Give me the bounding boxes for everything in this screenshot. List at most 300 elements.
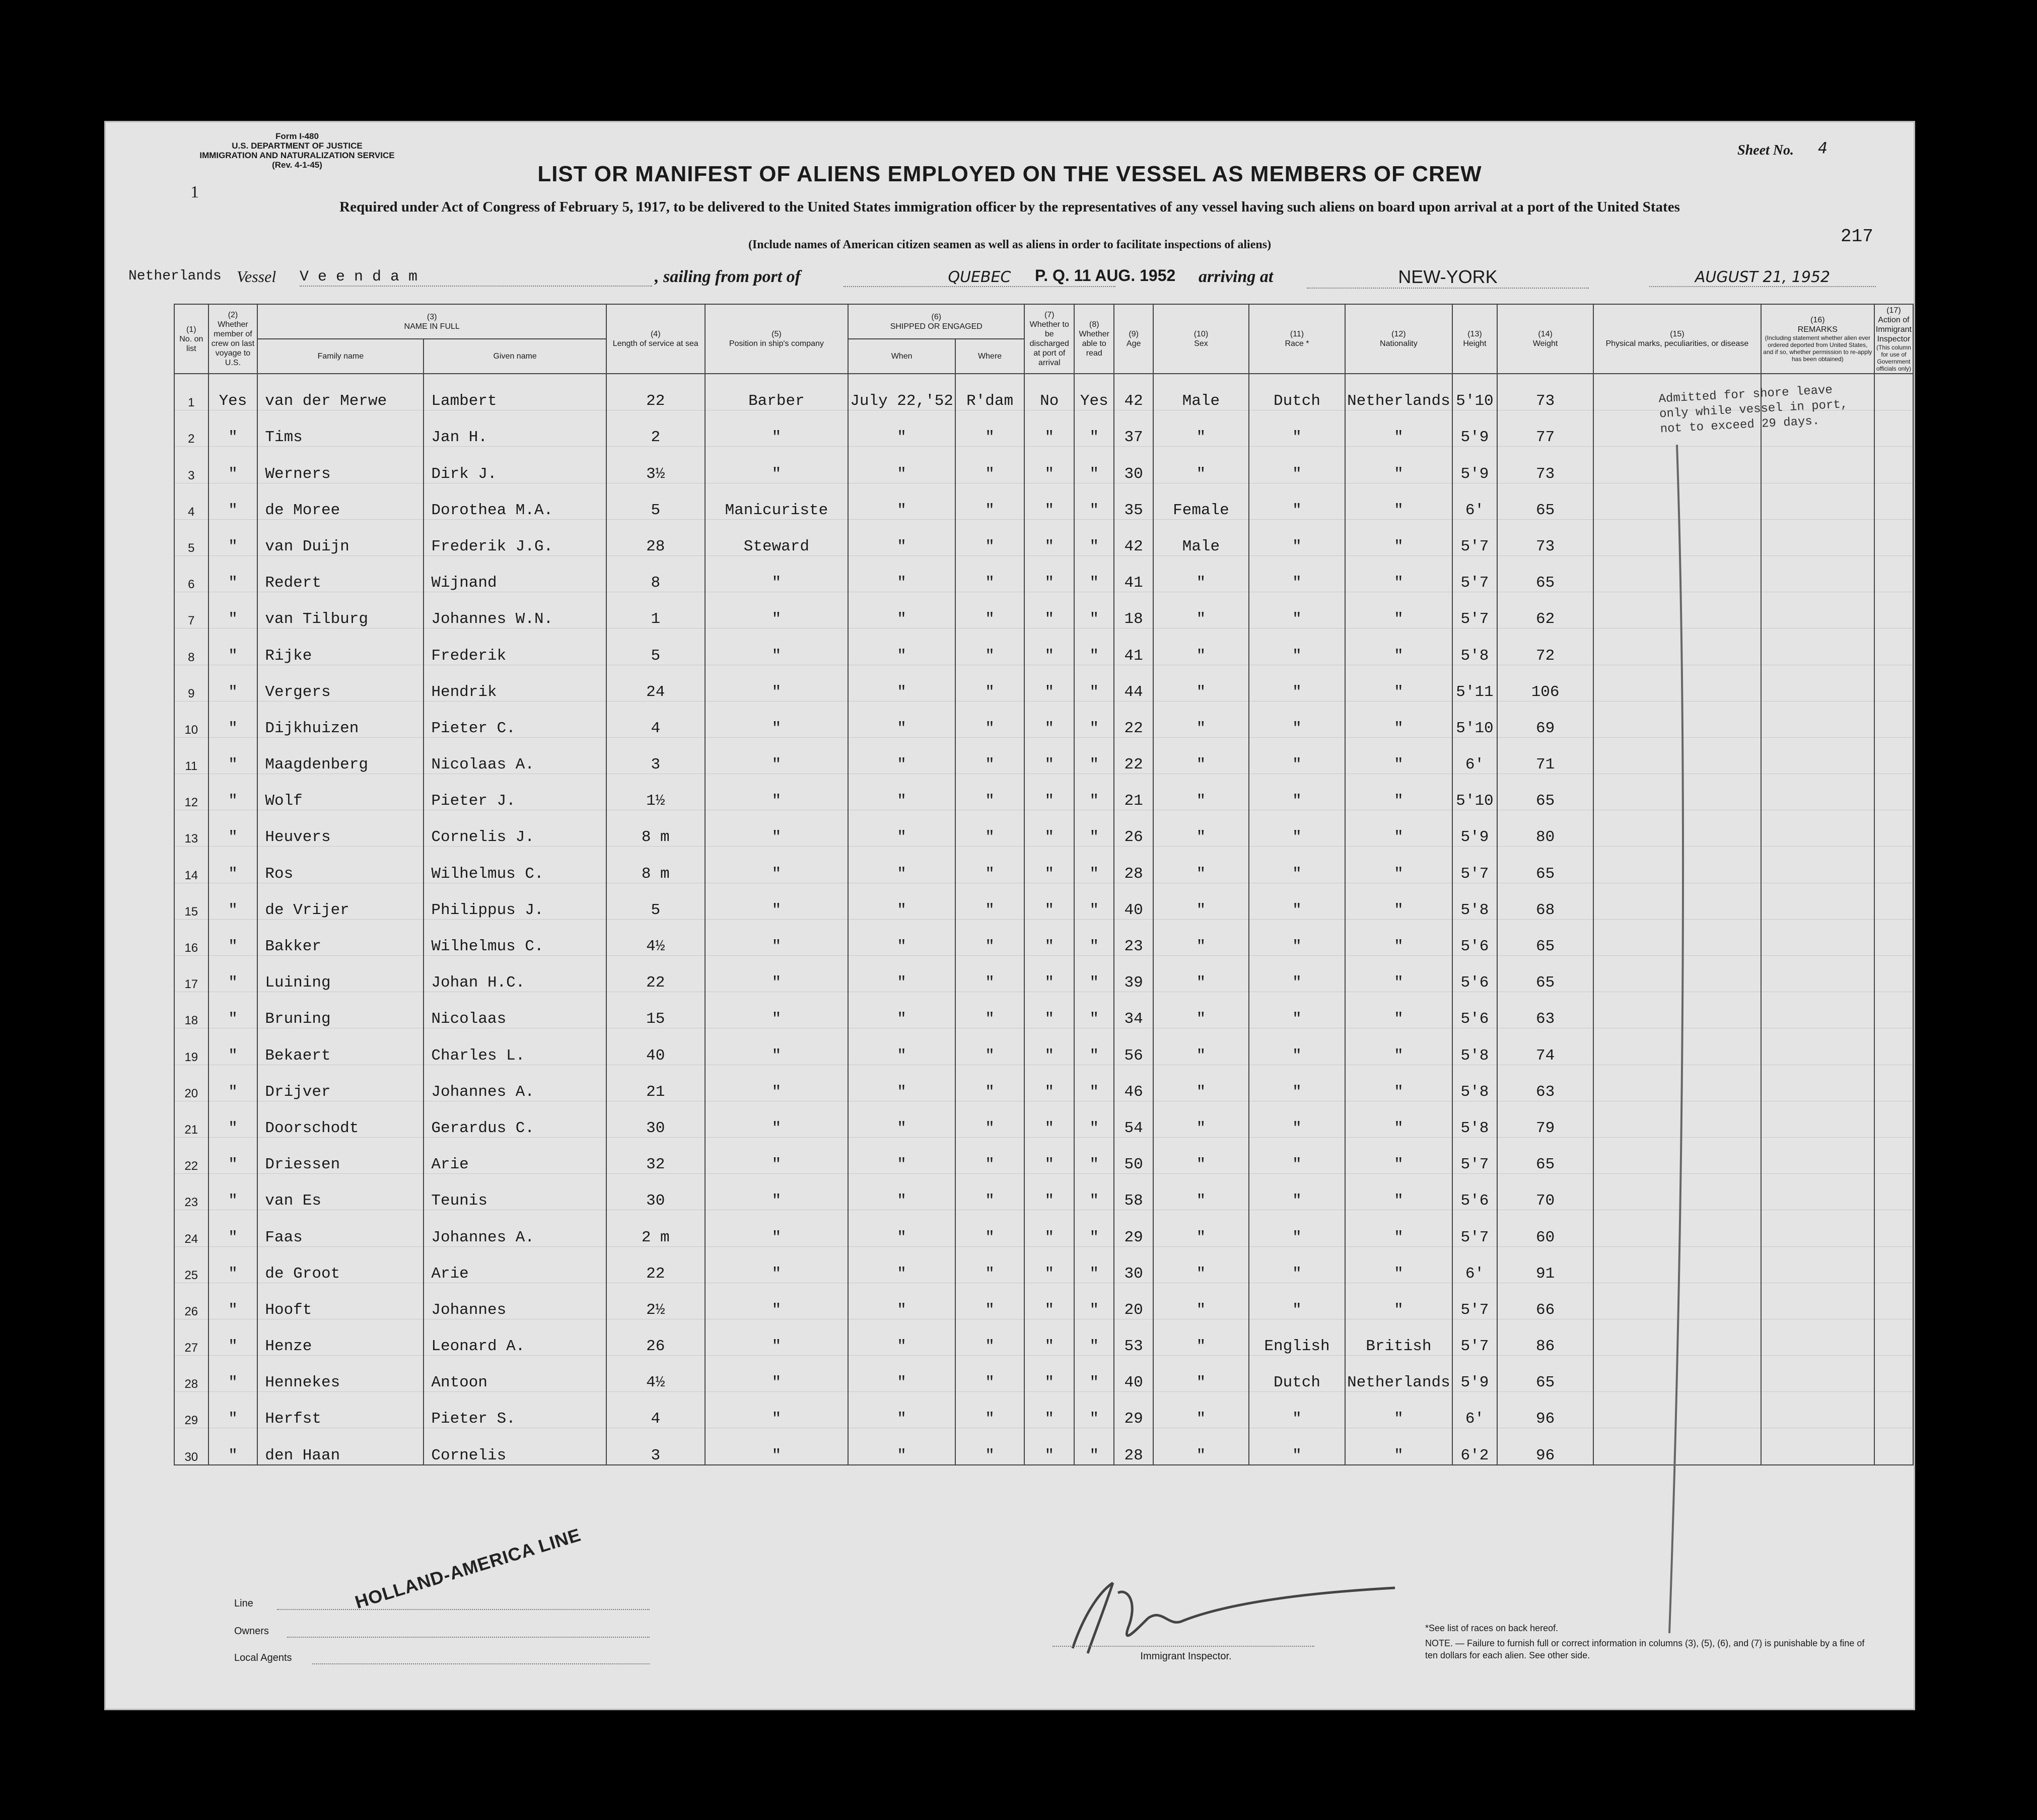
cell-position: ": [705, 737, 849, 774]
cell-given-name: Antoon: [424, 1356, 606, 1392]
cell-able-to-read: ": [1074, 483, 1114, 519]
cell-sex: ": [1153, 883, 1249, 919]
cell-able-to-read: ": [1074, 1101, 1114, 1137]
cell-service-length: 2½: [606, 1283, 705, 1319]
cell-remarks: [1761, 555, 1874, 592]
cell-given-name: Dirk J.: [424, 447, 606, 483]
cell-height: 5'6: [1452, 1174, 1497, 1210]
cell-shipped-when: ": [848, 847, 955, 883]
cell-sex: ": [1153, 810, 1249, 847]
footer-owners-field: [287, 1637, 650, 1638]
cell-nationality: ": [1345, 1428, 1452, 1465]
table-row: [174, 1137, 1913, 1173]
cell-inspector-action: [1874, 519, 1913, 555]
cell-position: ": [705, 1392, 849, 1428]
cell-inspector-action: [1874, 1210, 1913, 1246]
cell-nationality: ": [1345, 410, 1452, 447]
cell-given-name: Nicolaas: [424, 992, 606, 1028]
cell-age: 35: [1114, 483, 1153, 519]
cell-given-name: Johan H.C.: [424, 956, 606, 992]
cell-sex: ": [1153, 1283, 1249, 1319]
cell-able-to-read: ": [1074, 519, 1114, 555]
cell-position: ": [705, 919, 849, 955]
cell-discharged: ": [1024, 665, 1074, 701]
cell-remarks: [1761, 701, 1874, 737]
cell-weight: 106: [1497, 665, 1593, 701]
cell-family-name: de Groot: [257, 1246, 424, 1283]
cell-able-to-read: ": [1074, 1319, 1114, 1355]
cell-position: ": [705, 883, 849, 919]
cell-race: ": [1249, 555, 1345, 592]
cell-given-name: Wilhelmus C.: [424, 919, 606, 955]
cell-sex: ": [1153, 847, 1249, 883]
cell-family-name: Henze: [257, 1319, 424, 1355]
cell-position: ": [705, 847, 849, 883]
cell-service-length: 24: [606, 665, 705, 701]
cell-list-number: 8: [174, 628, 208, 665]
cell-shipped-where: ": [955, 737, 1024, 774]
cell-race: ": [1249, 628, 1345, 665]
cell-list-number: 10: [174, 701, 208, 737]
remarks-admission-note: Admitted for shore leave only while vessel in port, not to exceed 29 days.: [1658, 383, 1848, 437]
cell-height: 5'8: [1452, 1028, 1497, 1065]
cell-shipped-when: ": [848, 1428, 955, 1465]
cell-race: ": [1249, 1246, 1345, 1283]
cell-inspector-action: [1874, 1246, 1913, 1283]
cell-family-name: Rijke: [257, 628, 424, 665]
cell-age: 22: [1114, 701, 1153, 737]
cell-remarks: [1761, 1028, 1874, 1065]
cell-shipped-when: ": [848, 737, 955, 774]
cell-race: ": [1249, 1101, 1345, 1137]
cell-sex: ": [1153, 737, 1249, 774]
col-header-inspector-action: (17) Action of Immigrant Inspector (This column for use of Government officials only): [1874, 304, 1913, 374]
cell-position: ": [705, 992, 849, 1028]
cell-remarks: [1761, 1428, 1874, 1465]
cell-given-name: Frederik J.G.: [424, 519, 606, 555]
cell-remarks: [1761, 665, 1874, 701]
table-row: [174, 374, 1913, 410]
cell-given-name: Arie: [424, 1137, 606, 1173]
cell-list-number: 1: [174, 374, 208, 410]
cell-age: 23: [1114, 919, 1153, 955]
cell-service-length: 2: [606, 410, 705, 447]
cell-nationality: ": [1345, 956, 1452, 992]
cell-weight: 63: [1497, 1065, 1593, 1101]
col-header-shipped: (6) SHIPPED OR ENGAGED: [848, 304, 1024, 339]
col-header-number: (1) No. on list: [174, 304, 208, 374]
cell-shipped-when: ": [848, 883, 955, 919]
col-header-weight: (14) Weight: [1497, 304, 1593, 374]
cell-given-name: Johannes A.: [424, 1065, 606, 1101]
cell-family-name: Redert: [257, 555, 424, 592]
cell-shipped-where: ": [955, 956, 1024, 992]
cell-previous-voyage: ": [208, 447, 258, 483]
cell-previous-voyage: ": [208, 628, 258, 665]
vessel-label: Vessel: [237, 267, 276, 286]
cell-inspector-action: [1874, 1392, 1913, 1428]
cell-able-to-read: ": [1074, 919, 1114, 955]
cell-weight: 65: [1497, 847, 1593, 883]
cell-service-length: 15: [606, 992, 705, 1028]
cell-previous-voyage: ": [208, 992, 258, 1028]
cell-remarks: [1761, 1319, 1874, 1355]
cell-sex: ": [1153, 992, 1249, 1028]
cell-nationality: ": [1345, 665, 1452, 701]
page-subtitle: Required under Act of Congress of February 5, 1917, to be delivered to the United States immigration officer by the representatives of any vessel having such aliens on board upon arrival at a port of the United States: [339, 199, 1680, 215]
cell-weight: 73: [1497, 374, 1593, 410]
table-row: [174, 1356, 1913, 1392]
table-row: [174, 628, 1913, 665]
cell-weight: 62: [1497, 592, 1593, 628]
cell-able-to-read: ": [1074, 555, 1114, 592]
cell-inspector-action: [1874, 1319, 1913, 1355]
cell-sex: ": [1153, 956, 1249, 992]
cell-shipped-when: ": [848, 1210, 955, 1246]
cell-nationality: ": [1345, 701, 1452, 737]
cell-discharged: ": [1024, 1137, 1074, 1173]
inspector-signature: [1052, 1573, 1405, 1663]
cell-shipped-when: July 22,'52: [848, 374, 955, 410]
cell-weight: 66: [1497, 1283, 1593, 1319]
cell-discharged: ": [1024, 1283, 1074, 1319]
table-row: [174, 483, 1913, 519]
cell-remarks: [1761, 1283, 1874, 1319]
cell-position: ": [705, 1137, 849, 1173]
cell-inspector-action: [1874, 447, 1913, 483]
cell-list-number: 2: [174, 410, 208, 447]
cell-list-number: 7: [174, 592, 208, 628]
cell-able-to-read: ": [1074, 1137, 1114, 1173]
cell-given-name: Frederik: [424, 628, 606, 665]
cell-list-number: 16: [174, 919, 208, 955]
cell-service-length: 8 m: [606, 847, 705, 883]
cell-able-to-read: ": [1074, 810, 1114, 847]
cell-family-name: van Es: [257, 1174, 424, 1210]
cell-age: 30: [1114, 1246, 1153, 1283]
cell-height: 5'9: [1452, 410, 1497, 447]
table-row: [174, 1428, 1913, 1465]
cell-shipped-when: ": [848, 1356, 955, 1392]
cell-age: 42: [1114, 519, 1153, 555]
cell-given-name: Charles L.: [424, 1028, 606, 1065]
cell-weight: 65: [1497, 1356, 1593, 1392]
cell-shipped-where: ": [955, 1428, 1024, 1465]
cell-nationality: ": [1345, 1392, 1452, 1428]
col-header-age: (9) Age: [1114, 304, 1153, 374]
cell-height: 5'7: [1452, 847, 1497, 883]
cell-race: ": [1249, 519, 1345, 555]
cell-race: ": [1249, 1428, 1345, 1465]
cell-height: 5'9: [1452, 810, 1497, 847]
cell-shipped-when: ": [848, 1319, 955, 1355]
arrival-date: AUGUST 21, 1952: [1649, 268, 1876, 287]
cell-weight: 73: [1497, 519, 1593, 555]
cell-list-number: 26: [174, 1283, 208, 1319]
cell-previous-voyage: ": [208, 1392, 258, 1428]
col-header-height: (13) Height: [1452, 304, 1497, 374]
cell-discharged: ": [1024, 1356, 1074, 1392]
inspector-signature-line: [1052, 1646, 1314, 1647]
cell-able-to-read: ": [1074, 1210, 1114, 1246]
cell-nationality: Netherlands: [1345, 1356, 1452, 1392]
cell-inspector-action: [1874, 555, 1913, 592]
cell-shipped-where: ": [955, 1210, 1024, 1246]
cell-race: ": [1249, 1392, 1345, 1428]
page-title: LIST OR MANIFEST OF ALIENS EMPLOYED ON THE VESSEL AS MEMBERS OF CREW: [537, 162, 1482, 186]
col-header-family-name: Family name: [257, 339, 424, 374]
cell-list-number: 9: [174, 665, 208, 701]
cell-weight: 65: [1497, 555, 1593, 592]
cell-age: 41: [1114, 628, 1153, 665]
cell-height: 5'7: [1452, 1137, 1497, 1173]
cell-discharged: ": [1024, 1210, 1074, 1246]
cell-family-name: Bruning: [257, 992, 424, 1028]
cell-shipped-where: ": [955, 555, 1024, 592]
cell-inspector-action: [1874, 1174, 1913, 1210]
cell-able-to-read: ": [1074, 1356, 1114, 1392]
cell-remarks: [1761, 628, 1874, 665]
cell-age: 41: [1114, 555, 1153, 592]
cell-sex: ": [1153, 1028, 1249, 1065]
cell-able-to-read: ": [1074, 447, 1114, 483]
cell-discharged: ": [1024, 519, 1074, 555]
cell-weight: 70: [1497, 1174, 1593, 1210]
cell-list-number: 11: [174, 737, 208, 774]
cell-shipped-when: ": [848, 628, 955, 665]
cell-nationality: ": [1345, 628, 1452, 665]
cell-height: 5'7: [1452, 1319, 1497, 1355]
remarks-bracket-line: [1657, 445, 1697, 1643]
cell-position: ": [705, 810, 849, 847]
cell-shipped-where: ": [955, 410, 1024, 447]
cell-shipped-where: ": [955, 847, 1024, 883]
cell-list-number: 20: [174, 1065, 208, 1101]
cell-sex: ": [1153, 1210, 1249, 1246]
cell-shipped-when: ": [848, 1028, 955, 1065]
cell-shipped-when: ": [848, 410, 955, 447]
cell-weight: 68: [1497, 883, 1593, 919]
cell-shipped-when: ": [848, 992, 955, 1028]
sheet-number: 4: [1818, 139, 1828, 157]
cell-shipped-when: ": [848, 555, 955, 592]
cell-family-name: Faas: [257, 1210, 424, 1246]
cell-remarks: [1761, 592, 1874, 628]
cell-position: ": [705, 628, 849, 665]
cell-shipped-where: ": [955, 1028, 1024, 1065]
form-service: IMMIGRATION AND NATURALIZATION SERVICE: [199, 151, 395, 160]
cell-service-length: 4½: [606, 919, 705, 955]
cell-list-number: 19: [174, 1028, 208, 1065]
margin-mark: 1: [190, 183, 199, 201]
cell-nationality: ": [1345, 737, 1452, 774]
cell-family-name: Doorschodt: [257, 1101, 424, 1137]
cell-able-to-read: ": [1074, 1028, 1114, 1065]
cell-discharged: ": [1024, 701, 1074, 737]
cell-able-to-read: ": [1074, 737, 1114, 774]
cell-list-number: 28: [174, 1356, 208, 1392]
cell-family-name: van Tilburg: [257, 592, 424, 628]
cell-given-name: Nicolaas A.: [424, 737, 606, 774]
cell-inspector-action: [1874, 1065, 1913, 1101]
cell-sex: ": [1153, 665, 1249, 701]
cell-age: 46: [1114, 1065, 1153, 1101]
cell-previous-voyage: Yes: [208, 374, 258, 410]
cell-previous-voyage: ": [208, 665, 258, 701]
cell-given-name: Pieter S.: [424, 1392, 606, 1428]
cell-able-to-read: ": [1074, 1065, 1114, 1101]
cell-position: ": [705, 410, 849, 447]
cell-race: ": [1249, 847, 1345, 883]
footer-line-label: Line: [234, 1598, 253, 1609]
cell-remarks: [1761, 447, 1874, 483]
cell-service-length: 21: [606, 1065, 705, 1101]
cell-previous-voyage: ": [208, 483, 258, 519]
table-row: [174, 665, 1913, 701]
cell-discharged: ": [1024, 847, 1074, 883]
cell-sex: ": [1153, 1137, 1249, 1173]
cell-able-to-read: ": [1074, 1392, 1114, 1428]
cell-able-to-read: ": [1074, 847, 1114, 883]
cell-nationality: British: [1345, 1319, 1452, 1355]
cell-weight: 65: [1497, 919, 1593, 955]
table-row: [174, 774, 1913, 810]
cell-given-name: Pieter C.: [424, 701, 606, 737]
cell-position: ": [705, 774, 849, 810]
cell-able-to-read: ": [1074, 410, 1114, 447]
inspector-label: Immigrant Inspector.: [1140, 1651, 1232, 1662]
cell-family-name: Herfst: [257, 1392, 424, 1428]
cell-previous-voyage: ": [208, 1174, 258, 1210]
cell-age: 28: [1114, 1428, 1153, 1465]
cell-shipped-where: ": [955, 883, 1024, 919]
cell-service-length: 5: [606, 628, 705, 665]
cell-service-length: 30: [606, 1174, 705, 1210]
cell-inspector-action: [1874, 1137, 1913, 1173]
cell-previous-voyage: ": [208, 1210, 258, 1246]
cell-sex: ": [1153, 919, 1249, 955]
cell-shipped-when: ": [848, 447, 955, 483]
cell-height: 5'10: [1452, 701, 1497, 737]
cell-previous-voyage: ": [208, 1137, 258, 1173]
cell-race: ": [1249, 992, 1345, 1028]
cell-remarks: [1761, 1174, 1874, 1210]
cell-remarks: [1761, 810, 1874, 847]
cell-remarks: [1761, 737, 1874, 774]
cell-service-length: 40: [606, 1028, 705, 1065]
table-row: [174, 1101, 1913, 1137]
cell-inspector-action: [1874, 1101, 1913, 1137]
col-header-when: When: [848, 339, 955, 374]
cell-height: 6': [1452, 483, 1497, 519]
cell-remarks: [1761, 847, 1874, 883]
cell-position: Steward: [705, 519, 849, 555]
cell-nationality: ": [1345, 1210, 1452, 1246]
cell-given-name: Jan H.: [424, 410, 606, 447]
cell-discharged: ": [1024, 1246, 1074, 1283]
cell-given-name: Arie: [424, 1246, 606, 1283]
col-header-name: (3) NAME IN FULL: [257, 304, 606, 339]
cell-list-number: 4: [174, 483, 208, 519]
cell-nationality: ": [1345, 592, 1452, 628]
col-header-read: (8) Whether able to read: [1074, 304, 1114, 374]
cell-previous-voyage: ": [208, 919, 258, 955]
cell-race: ": [1249, 592, 1345, 628]
cell-weight: 60: [1497, 1210, 1593, 1246]
cell-given-name: Pieter J.: [424, 774, 606, 810]
cell-able-to-read: ": [1074, 1174, 1114, 1210]
cell-service-length: 3: [606, 1428, 705, 1465]
table-row: [174, 847, 1913, 883]
cell-discharged: ": [1024, 1101, 1074, 1137]
cell-shipped-when: ": [848, 1137, 955, 1173]
cell-age: 53: [1114, 1319, 1153, 1355]
cell-discharged: ": [1024, 555, 1074, 592]
cell-inspector-action: [1874, 956, 1913, 992]
cell-shipped-where: ": [955, 992, 1024, 1028]
cell-service-length: 28: [606, 519, 705, 555]
table-row: [174, 447, 1913, 483]
cell-shipped-when: ": [848, 519, 955, 555]
cell-inspector-action: [1874, 810, 1913, 847]
cell-inspector-action: [1874, 592, 1913, 628]
cell-family-name: van der Merwe: [257, 374, 424, 410]
cell-nationality: ": [1345, 919, 1452, 955]
cell-service-length: 32: [606, 1137, 705, 1173]
cell-previous-voyage: ": [208, 555, 258, 592]
cell-height: 5'10: [1452, 374, 1497, 410]
manifest-sheet: [104, 121, 1915, 1710]
cell-position: ": [705, 1246, 849, 1283]
cell-shipped-where: ": [955, 1174, 1024, 1210]
cell-age: 42: [1114, 374, 1153, 410]
cell-age: 28: [1114, 847, 1153, 883]
cell-able-to-read: ": [1074, 992, 1114, 1028]
cell-discharged: ": [1024, 592, 1074, 628]
cell-height: 6': [1452, 737, 1497, 774]
cell-shipped-where: ": [955, 1319, 1024, 1355]
cell-weight: 63: [1497, 992, 1593, 1028]
cell-inspector-action: [1874, 1283, 1913, 1319]
cell-remarks: [1761, 992, 1874, 1028]
cell-given-name: Leonard A.: [424, 1319, 606, 1355]
cell-height: 5'11: [1452, 665, 1497, 701]
cell-weight: 72: [1497, 628, 1593, 665]
table-row: [174, 1283, 1913, 1319]
cell-shipped-where: ": [955, 447, 1024, 483]
table-row: [174, 1028, 1913, 1065]
cell-shipped-when: ": [848, 919, 955, 955]
cell-service-length: 22: [606, 1246, 705, 1283]
cell-age: 37: [1114, 410, 1153, 447]
cell-shipped-where: R'dam: [955, 374, 1024, 410]
cell-race: ": [1249, 1028, 1345, 1065]
cell-position: Barber: [705, 374, 849, 410]
cell-family-name: Luining: [257, 956, 424, 992]
cell-family-name: Hennekes: [257, 1356, 424, 1392]
cell-race: Dutch: [1249, 374, 1345, 410]
cell-sex: ": [1153, 1392, 1249, 1428]
table-row: [174, 992, 1913, 1028]
cell-inspector-action: [1874, 1428, 1913, 1465]
col-header-previous-voyage: (2) Whether member of crew on last voyage to U.S.: [208, 304, 258, 374]
cell-age: 56: [1114, 1028, 1153, 1065]
cell-sex: ": [1153, 555, 1249, 592]
cell-remarks: [1761, 1065, 1874, 1101]
cell-given-name: Dorothea M.A.: [424, 483, 606, 519]
cell-height: 5'7: [1452, 592, 1497, 628]
cell-list-number: 3: [174, 447, 208, 483]
